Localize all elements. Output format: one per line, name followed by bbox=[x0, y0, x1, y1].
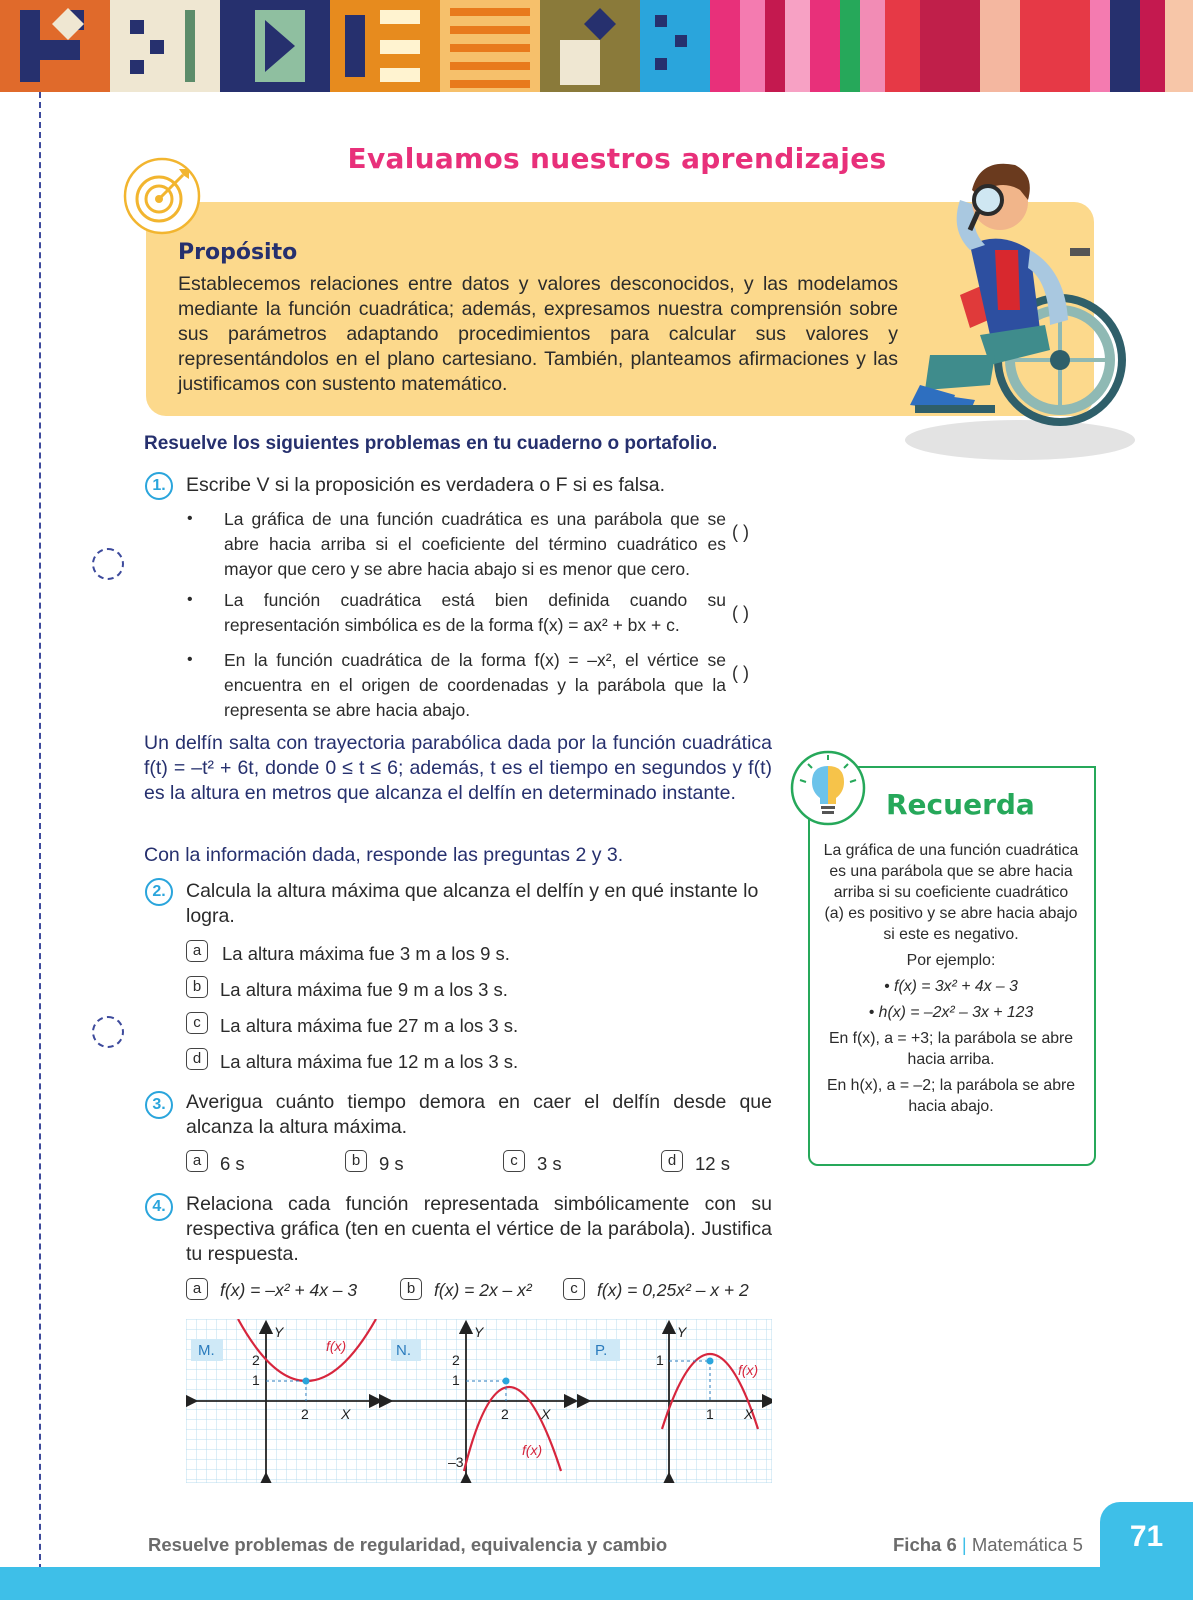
margin-dashed-line bbox=[39, 92, 41, 1600]
option-letter-a[interactable]: a bbox=[186, 940, 208, 962]
target-icon bbox=[123, 157, 201, 235]
svg-text:Y: Y bbox=[474, 1324, 484, 1340]
decorative-textile-banner bbox=[0, 0, 1193, 92]
dashed-circle-marker bbox=[92, 1016, 124, 1048]
svg-text:f(x): f(x) bbox=[326, 1338, 347, 1354]
question-3-text: Averigua cuánto tiempo demora en caer el delfín desde que alcanza la altura máxima. bbox=[186, 1091, 772, 1138]
footer-subject: Matemática 5 bbox=[971, 1534, 1083, 1555]
student-wheelchair-illustration bbox=[900, 150, 1140, 465]
page-title: Evaluamos nuestros aprendizajes bbox=[347, 142, 887, 175]
q4-function-c[interactable]: f(x) = 0,25x² – x + 2 bbox=[597, 1280, 749, 1300]
svg-text:Y: Y bbox=[677, 1324, 687, 1340]
svg-text:X: X bbox=[744, 1406, 754, 1422]
option-letter-a[interactable]: a bbox=[186, 1150, 208, 1172]
svg-text:P.: P. bbox=[595, 1342, 608, 1359]
answer-blank[interactable]: ( ) bbox=[732, 603, 749, 623]
question-number-2: 2. bbox=[145, 878, 173, 906]
svg-text:–3: –3 bbox=[448, 1454, 464, 1470]
q2-option-b[interactable]: La altura máxima fue 9 m a los 3 s. bbox=[220, 979, 508, 1000]
purpose-heading: Propósito bbox=[178, 240, 298, 265]
footer-course bbox=[893, 1534, 1083, 1556]
bullet-dot: • bbox=[187, 591, 193, 608]
recuerda-paragraph: Por ejemplo: bbox=[906, 952, 996, 969]
recuerda-paragraph: En h(x), a = –2; la parábola se abre hacia abajo. bbox=[826, 1077, 1076, 1115]
context-prompt: Con la información dada, responde las preguntas 2 y 3. bbox=[144, 844, 624, 866]
footer-competency: Resuelve problemas de regularidad, equivalencia y cambio bbox=[148, 1534, 668, 1555]
recuerda-heading: Recuerda bbox=[886, 788, 1035, 821]
q4-function-a[interactable]: f(x) = –x² + 4x – 3 bbox=[220, 1280, 358, 1300]
lightbulb-brain-icon bbox=[790, 750, 866, 826]
question-number-1: 1. bbox=[145, 472, 173, 500]
question-number-3: 3. bbox=[145, 1091, 173, 1119]
q1-statement-2: La función cuadrática está bien definida cuando su representación simbólica es de la forma f(x) = ax² + bx + c. bbox=[224, 590, 726, 635]
q3-option-b[interactable]: 9 s bbox=[379, 1153, 404, 1174]
question-1-text: Escribe V si la proposición es verdadera o F si es falsa. bbox=[186, 474, 666, 496]
recuerda-example: • h(x) = –2x² – 3x + 123 bbox=[868, 1004, 1034, 1021]
footer-separator: | bbox=[961, 1534, 967, 1555]
svg-text:X: X bbox=[341, 1406, 351, 1422]
svg-text:f(x): f(x) bbox=[522, 1442, 543, 1458]
option-letter-c[interactable]: c bbox=[186, 1012, 208, 1034]
dolphin-context: Un delfín salta con trayectoria parabólica dada por la función cuadrática f(t) = –t² + 6t, donde 0 ≤ t ≤ 6; además, t es el tiempo en segundos y f(t) es la altura en metros que alcanza el delfín en determinado instante. bbox=[144, 732, 772, 804]
option-letter-a[interactable]: a bbox=[186, 1278, 208, 1300]
answer-blank[interactable]: ( ) bbox=[732, 663, 749, 683]
bullet-dot: • bbox=[187, 510, 193, 527]
q3-option-c[interactable]: 3 s bbox=[537, 1153, 562, 1174]
bullet-dot: • bbox=[187, 651, 193, 668]
recuerda-example: • f(x) = 3x² + 4x – 3 bbox=[884, 978, 1018, 995]
parabola-graphs bbox=[186, 1319, 772, 1483]
svg-text:2: 2 bbox=[301, 1406, 309, 1422]
option-letter-b[interactable]: b bbox=[400, 1278, 422, 1300]
q1-statement-1: La gráfica de una función cuadrática es una parábola que se abre hacia arriba si el coeficiente del término cuadrático es mayor que cero y se abre hacia abajo si es menor que cero. bbox=[224, 509, 726, 579]
svg-text:2: 2 bbox=[252, 1352, 260, 1368]
option-letter-b[interactable]: b bbox=[186, 976, 208, 998]
answer-blank[interactable]: ( ) bbox=[732, 522, 749, 542]
option-letter-c[interactable]: c bbox=[563, 1278, 585, 1300]
question-4-text: Relaciona cada función representada simbólicamente con su respectiva gráfica (ten en cuenta el vértice de la parábola). Justifica tu respuesta. bbox=[186, 1193, 772, 1265]
page-number: 71 bbox=[1129, 1520, 1164, 1553]
option-letter-d[interactable]: d bbox=[186, 1048, 208, 1070]
option-letter-b[interactable]: b bbox=[345, 1150, 367, 1172]
option-letter-d[interactable]: d bbox=[661, 1150, 683, 1172]
q3-option-a[interactable]: 6 s bbox=[220, 1153, 245, 1174]
svg-text:1: 1 bbox=[452, 1372, 460, 1388]
svg-text:X: X bbox=[541, 1406, 551, 1422]
q2-option-a[interactable]: La altura máxima fue 3 m a los 9 s. bbox=[222, 943, 510, 964]
svg-text:f(x): f(x) bbox=[738, 1362, 759, 1378]
dashed-circle-marker bbox=[92, 548, 124, 580]
q1-statement-3: En la función cuadrática de la forma f(x) = –x², el vértice se encuentra en el origen de coordenadas y la parábola que la representa se abre hacia abajo. bbox=[224, 650, 726, 720]
q2-option-d[interactable]: La altura máxima fue 12 m a los 3 s. bbox=[220, 1051, 519, 1072]
recuerda-paragraph: En f(x), a = +3; la parábola se abre hacia arriba. bbox=[828, 1030, 1074, 1068]
svg-text:1: 1 bbox=[252, 1372, 260, 1388]
q4-function-b[interactable]: f(x) = 2x – x² bbox=[434, 1280, 532, 1300]
instruction-text: Resuelve los siguientes problemas en tu cuaderno o portafolio. bbox=[144, 433, 718, 454]
q3-option-d[interactable]: 12 s bbox=[695, 1153, 730, 1174]
svg-text:1: 1 bbox=[706, 1406, 714, 1422]
footer-band bbox=[0, 1567, 1193, 1600]
graph-label: M. bbox=[198, 1342, 215, 1359]
question-number-4: 4. bbox=[145, 1193, 173, 1221]
recuerda-body bbox=[822, 840, 1080, 1122]
footer-ficha: Ficha 6 bbox=[893, 1534, 957, 1555]
svg-text:Y: Y bbox=[274, 1324, 284, 1340]
q2-option-c[interactable]: La altura máxima fue 27 m a los 3 s. bbox=[220, 1015, 519, 1036]
svg-text:2: 2 bbox=[452, 1352, 460, 1368]
svg-text:1: 1 bbox=[656, 1352, 664, 1368]
svg-text:N.: N. bbox=[396, 1342, 411, 1359]
recuerda-paragraph: La gráfica de una función cuadrática es una parábola que se abre hacia arriba si su coeficiente cuadrático (a) es positivo y se abre hacia abajo si este es negativo. bbox=[823, 842, 1079, 943]
question-2-text: Calcula la altura máxima que alcanza el delfín y en qué instante lo logra. bbox=[186, 880, 759, 927]
purpose-text: Establecemos relaciones entre datos y valores desconocidos, y las modelamos mediante la función cuadrática; además, expresamos nuestra comprensión sobre sus parámetros adaptando procedimientos para calcular sus valores y representándolos en el plano cartesiano. También, planteamos afirmaciones y las justificamos con sustento matemático. bbox=[178, 273, 898, 395]
svg-text:2: 2 bbox=[501, 1406, 509, 1422]
option-letter-c[interactable]: c bbox=[503, 1150, 525, 1172]
